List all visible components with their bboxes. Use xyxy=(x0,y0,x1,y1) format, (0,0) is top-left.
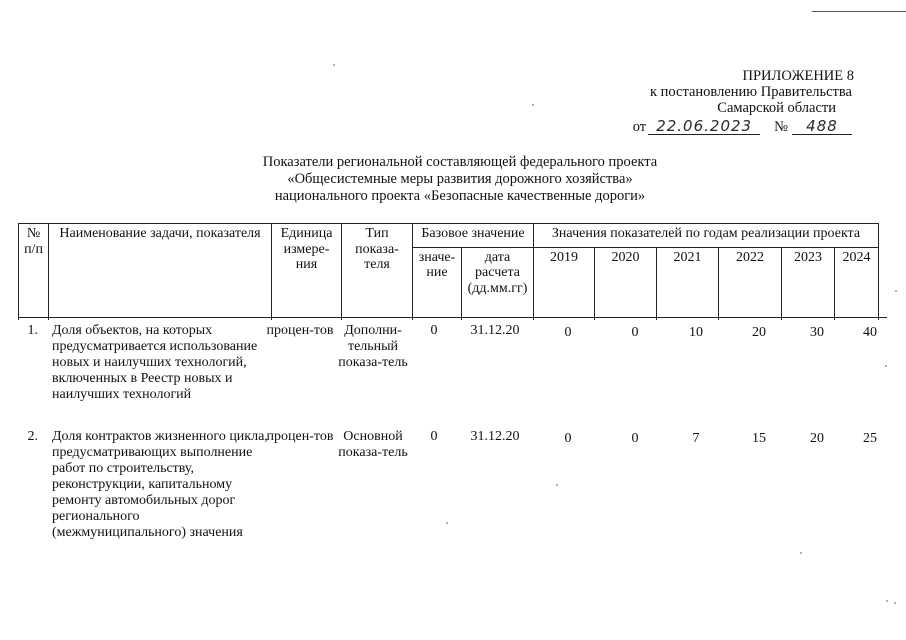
row-2-num: 2. xyxy=(27,429,38,444)
title-line-1: Показатели региональной составляющей федерального проекта xyxy=(262,154,658,170)
header-base-value: значе-ние xyxy=(413,247,462,320)
row-2-base-date: 31.12.20 xyxy=(470,429,520,444)
row-2-value-2020: 0 xyxy=(631,431,639,446)
scan-speck xyxy=(800,552,802,554)
row-1-num: 1. xyxy=(27,323,38,338)
title-line-3: национального проекта «Безопасные качественные дороги» xyxy=(274,188,646,204)
title-line-2: «Общесистемные меры развития дорожного хозяйства» xyxy=(287,171,633,187)
header-year-2019: 2019 xyxy=(534,247,595,320)
header-name: Наименование задачи, показателя xyxy=(49,224,272,321)
row-1-type: Дополни-тельный показа-тель xyxy=(338,323,408,370)
annex-decree-line: к постановлению Правительства xyxy=(650,84,852,100)
row-2-value-2021: 7 xyxy=(692,431,700,446)
header-unit: Единица измере-ния xyxy=(272,224,342,321)
row-2-name: Доля контрактов жизненного цикла, предусматривающих выполнение работ по строительству, реконструкции, капитальному ремонту автомобильных дорог регионального (межмуниципального) значения xyxy=(52,429,268,540)
annex-title: ПРИЛОЖЕНИЕ 8 xyxy=(742,68,854,84)
header-year-2020: 2020 xyxy=(595,247,657,320)
date-prefix: от xyxy=(632,119,647,135)
header-year-2022: 2022 xyxy=(719,247,782,320)
row-1-value-2020: 0 xyxy=(631,325,639,340)
header-base: Базовое значение xyxy=(413,224,534,248)
header-base-date: дата расчета (дд.мм.гг) xyxy=(462,247,534,320)
annex-region-line: Самарской области xyxy=(717,100,836,116)
scan-speck xyxy=(532,104,534,106)
row-1-value-2022: 20 xyxy=(752,325,766,340)
row-2-value-2019: 0 xyxy=(564,431,572,446)
row-2-value-2022: 15 xyxy=(752,431,766,446)
number-sign: № xyxy=(774,119,788,135)
header-type: Тип показа-теля xyxy=(342,224,413,321)
scan-speck xyxy=(895,290,897,292)
row-2-unit: процен-тов xyxy=(266,429,334,444)
row-2-value-2023: 20 xyxy=(810,431,824,446)
row-1-unit: процен-тов xyxy=(266,323,334,338)
row-2-type: Основной показа-тель xyxy=(338,429,408,460)
header-year-2023: 2023 xyxy=(782,247,835,320)
scan-speck xyxy=(556,484,558,486)
scan-speck xyxy=(446,522,448,524)
row-2-base-value: 0 xyxy=(430,429,438,444)
row-1-value-2023: 30 xyxy=(810,325,824,340)
row-1-name: Доля объектов, на которых предусматривается использование новых и наилучших технологий, включенных в Реестр новых и наилучших технологий xyxy=(52,323,258,402)
scan-speck xyxy=(894,602,896,604)
row-1-base-date: 31.12.20 xyxy=(470,323,520,338)
header-num: № п/п xyxy=(19,224,49,321)
header-year-2021: 2021 xyxy=(657,247,719,320)
row-1-value-2021: 10 xyxy=(689,325,703,340)
handwritten-number: 488 xyxy=(792,118,852,135)
header-years-group: Значения показателей по годам реализации проекта xyxy=(534,224,879,248)
handwritten-date: 22.06.2023 xyxy=(648,118,760,135)
scan-speck xyxy=(886,600,888,602)
header-year-2024: 2024 xyxy=(835,247,879,320)
row-1-value-2024: 40 xyxy=(863,325,877,340)
scan-speck xyxy=(333,64,335,66)
scan-speck xyxy=(885,365,887,367)
row-1-base-value: 0 xyxy=(430,323,438,338)
row-2-value-2024: 25 xyxy=(863,431,877,446)
row-1-value-2019: 0 xyxy=(564,325,572,340)
